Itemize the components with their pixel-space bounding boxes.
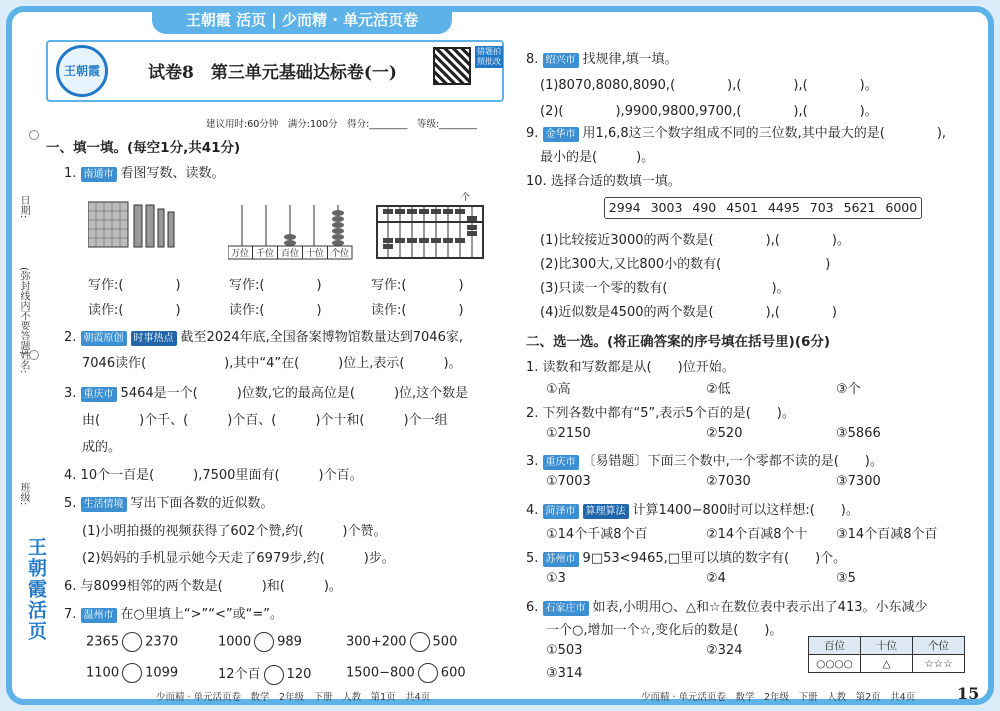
choice-4-b[interactable]: ②14个百减8个十 <box>706 527 808 542</box>
question-8-part-2: (2)( ),9900,9800,9700,( ),( )。 <box>540 104 878 119</box>
question-1: 1. 南通市 看图写数、读数。 <box>64 166 225 181</box>
question-9-cont: 最小的是( )。 <box>540 150 655 165</box>
place-value-table <box>808 636 965 673</box>
choice-4-a[interactable]: ①14个千减8个百 <box>546 527 648 542</box>
binding-hole <box>29 350 39 360</box>
compare-2: 1000 989 <box>218 632 302 652</box>
base-ten-blocks-image <box>88 197 178 256</box>
exam-meta: 建议用时:60分钟 满分:100分 得分:________ 等级:________ <box>206 119 478 130</box>
footer-left: 少而精 · 单元活页卷 数学 2年级 下册 人教 第1页 共4页 <box>156 692 431 703</box>
q1-read-c: 读作:( ) <box>371 303 464 318</box>
compare-1: 2365 2370 <box>86 632 178 652</box>
table-cell: △ <box>861 655 913 673</box>
number-bank: 2994 3003 490 4501 4495 703 5621 6000 <box>604 197 922 219</box>
question-7: 7. 温州市 在○里填上“>”“<”或“=”。 <box>64 607 283 622</box>
q1-read-b: 读作:( ) <box>229 303 322 318</box>
choice-question-1: 1. 读数和写数都是从( )位开始。 <box>526 360 735 375</box>
question-2-cont: 7046读作( ),其中“4”在( )位上,表示( )。 <box>82 356 462 371</box>
question-10-part-1: (1)比较接近3000的两个数是( ),( )。 <box>540 233 850 248</box>
answer-circle[interactable] <box>264 665 284 685</box>
question-8: 8. 绍兴市 找规律,填一填。 <box>526 52 678 67</box>
choice-3-b[interactable]: ②7030 <box>706 474 751 489</box>
choice-question-6-cont: 一个○,增加一个☆,变化后的数是( )。 <box>546 623 783 638</box>
choice-2-c[interactable]: ③5866 <box>836 426 881 441</box>
choice-6-c[interactable]: ③314 <box>546 666 583 681</box>
table-header: 百位 <box>809 637 861 655</box>
place-value-labels: 万位 千位 百位 十位 个位 <box>228 246 352 259</box>
counting-frame-image <box>228 200 353 264</box>
table-cell: ☆☆☆ <box>913 655 965 673</box>
choice-question-5: 5. 苏州市 9□53<9465,□里可以填的数字有( )个。 <box>526 551 847 566</box>
choice-4-c[interactable]: ③14个百减8个百 <box>836 527 938 542</box>
question-3-end: 成的。 <box>82 440 122 455</box>
question-4: 4. 10个一百是( ),7500里面有( )个百。 <box>64 468 363 483</box>
name-label: 姓名: <box>18 350 29 374</box>
answer-circle[interactable] <box>122 663 142 683</box>
brand-logo: 王朝霞活页 <box>25 537 47 642</box>
table-header: 个位 <box>913 637 965 655</box>
compare-4: 1100 1099 <box>86 663 178 683</box>
question-5-part-1: (1)小明拍摄的视频获得了602个赞,约( )个赞。 <box>82 524 387 539</box>
q1-write-a: 写作:( ) <box>88 278 181 293</box>
section-one-heading: 一、填一填。(每空1分,共41分) <box>46 140 241 156</box>
choice-1-a[interactable]: ①高 <box>546 382 571 397</box>
question-10-part-4: (4)近似数是4500的两个数是( ),( ) <box>540 305 837 320</box>
choice-5-c[interactable]: ③5 <box>836 571 856 586</box>
qr-code-icon <box>433 47 471 85</box>
class-label: 班级: <box>18 482 29 506</box>
question-8-part-1: (1)8070,8080,8090,( ),( ),( )。 <box>540 78 878 93</box>
choice-question-6: 6. 石家庄市 如表,小明用○、△和☆在数位表中表示出了413。小东减少 <box>526 600 928 615</box>
choice-1-b[interactable]: ②低 <box>706 382 731 397</box>
question-3: 3. 重庆市 5464是一个( )位数,它的最高位是( )位,这个数是 <box>64 386 469 401</box>
answer-circle[interactable] <box>410 632 430 652</box>
choice-5-b[interactable]: ②4 <box>706 571 726 586</box>
table-cell: ○○○○ <box>809 655 861 673</box>
footer-right: 少而精 · 单元活页卷 数学 2年级 下册 人教 第2页 共4页 <box>641 692 916 703</box>
binding-notice: (弥封线内不要答题) <box>18 267 29 355</box>
section-two-heading: 二、选一选。(将正确答案的序号填在括号里)(6分) <box>526 334 831 350</box>
binding-hole <box>29 130 39 140</box>
choice-6-a[interactable]: ①503 <box>546 643 583 658</box>
choice-2-a[interactable]: ①2150 <box>546 426 591 441</box>
title-box <box>46 40 504 102</box>
worksheet-page: 王朝霞 活页 | 少而精 · 单元活页卷 日期: (弥封线内不要答题) 姓名: 班级: 王朝霞活页 王朝霞 试卷8 第三单元基础达标卷(一) 错题拍照批改 建议用时:60分钟 满分:100分 得分:________ 等级:________ 一、填一填。(每空1分,共41分) 1. 南通市 看图写数、读数。 万位 千位 百位 十位 个位 个 写作:( ) 写作:( ) 写作:( ) 读作:( ) 读作:( ) 读作:( ) 2. 朝霞原创 时事热点 截至2024年底,全国备案博物馆数量达到7046家, 7046读作( ),其中“4”在( )位上,表示( )。 3. 重庆市 5464是一个( )位数,它的最高位是( )位,这个数是 由( )个千、( )个百、( )个十和( )个一组 成的。 4. 10个一百是( ),7500里面有( )个百。 5. 生活情境 写出下面各数的近似数。 (1)小明拍摄的视频获得了602个赞,约( )个赞。 (2)妈妈的手机显示她今天走了6979步,约( )步。 6. 与8099相邻的两个数是( )和( )。 7. 温州市 在○里填上“>”“<”或“=”。 2365 2370 1000 989 300+200 500 1100 1099 12个百 120 1500−800 600 少而精 · 单元活页卷 数学 2年级 下册 人教 第1页 共4页 8. 绍兴市 找规律,填一填。 (1)8070,8080,8090,( ),( ),( )。 (2)( ),9900,9800,9700,( ),( )。 9. 金华市 用1,6,8这三个数字组成不同的三位数,其中最大的是( ), 最小的是( )。 10. 选择合适的数填一填。 2994 3003 490 4501 4495 703 5621 6000 (1)比较接近3000的两个数是( ),( )。 (2)比300大,又比800小的数有( ) (3)只读一个零的数有( )。 (4)近似数是4500的两个数是( ),( ) 二、选一选。(将正确答案的序号填在括号里)(6分) 1. 读数和写数都是从( )位开始。 ①高 ②低 ③个 2. 下列各数中都有“5”,表示5个百的是( )。 ①2150 ②520 ③5866 3. 重庆市 〔易错题〕下面三个数中,一个零都不读的是( )。 ①7003 ②7030 ③7300 4. 菏泽市 算理算法 计算1400−800时可以这样想:( )。 ①14个千减8个百 ②14个百减8个十 ③14个百减8个百 5. 苏州市 9□53<9465,□里可以填的数字有( )个。 ①3 ②4 ③5 6. 石家庄市 如表,小明用○、△和☆在数位表中表示出了413。小东减少 一个○,增加一个☆,变化后的数是( )。 ①503 ②324 ③314 百位 十位 个位 ○○○○ △ ☆☆☆ 少而精 · 单元活页卷 数学 2年级 下册 人教 第2页 共4页 15 <box>6 6 994 705</box>
question-2: 2. 朝霞原创 时事热点 截至2024年底,全国备案博物馆数量达到7046家, <box>64 330 463 345</box>
answer-circle[interactable] <box>122 632 142 652</box>
choice-3-c[interactable]: ③7300 <box>836 474 881 489</box>
choice-question-4: 4. 菏泽市 算理算法 计算1400−800时可以这样想:( )。 <box>526 503 859 518</box>
choice-question-3: 3. 重庆市 〔易错题〕下面三个数中,一个零都不读的是( )。 <box>526 454 883 469</box>
question-9: 9. 金华市 用1,6,8这三个数字组成不同的三位数,其中最大的是( ), <box>526 126 947 141</box>
paper-title: 试卷8 第三单元基础达标卷(一) <box>148 63 397 83</box>
page-number: 15 <box>957 684 980 703</box>
question-5: 5. 生活情境 写出下面各数的近似数。 <box>64 496 274 511</box>
q1-write-c: 写作:( ) <box>371 278 464 293</box>
choice-2-b[interactable]: ②520 <box>706 426 743 441</box>
question-6: 6. 与8099相邻的两个数是( )和( )。 <box>64 579 342 594</box>
choice-3-a[interactable]: ①7003 <box>546 474 591 489</box>
answer-circle[interactable] <box>418 663 438 683</box>
question-10-part-2: (2)比300大,又比800小的数有( ) <box>540 257 831 272</box>
compare-6: 1500−800 600 <box>346 663 466 683</box>
compare-5: 12个百 120 <box>218 663 311 685</box>
q1-read-a: 读作:( ) <box>88 303 181 318</box>
question-5-part-2: (2)妈妈的手机显示她今天走了6979步,约( )步。 <box>82 551 395 566</box>
q1-write-b: 写作:( ) <box>229 278 322 293</box>
choice-1-c[interactable]: ③个 <box>836 382 861 397</box>
choice-5-a[interactable]: ①3 <box>546 571 566 586</box>
series-banner: 王朝霞 活页 | 少而精 · 单元活页卷 <box>152 6 452 34</box>
qr-caption: 错题拍照批改 <box>477 47 501 66</box>
table-header: 十位 <box>861 637 913 655</box>
compare-3: 300+200 500 <box>346 632 457 652</box>
question-3-cont: 由( )个千、( )个百、( )个十和( )个一组 <box>82 413 448 428</box>
answer-circle[interactable] <box>254 632 274 652</box>
publisher-logo: 王朝霞 <box>56 45 108 97</box>
choice-6-b[interactable]: ②324 <box>706 643 743 658</box>
choice-question-2: 2. 下列各数中都有“5”,表示5个百的是( )。 <box>526 406 795 421</box>
question-10-part-3: (3)只读一个零的数有( )。 <box>540 281 790 296</box>
date-label: 日期: <box>18 195 29 219</box>
question-10: 10. 选择合适的数填一填。 <box>526 174 681 189</box>
